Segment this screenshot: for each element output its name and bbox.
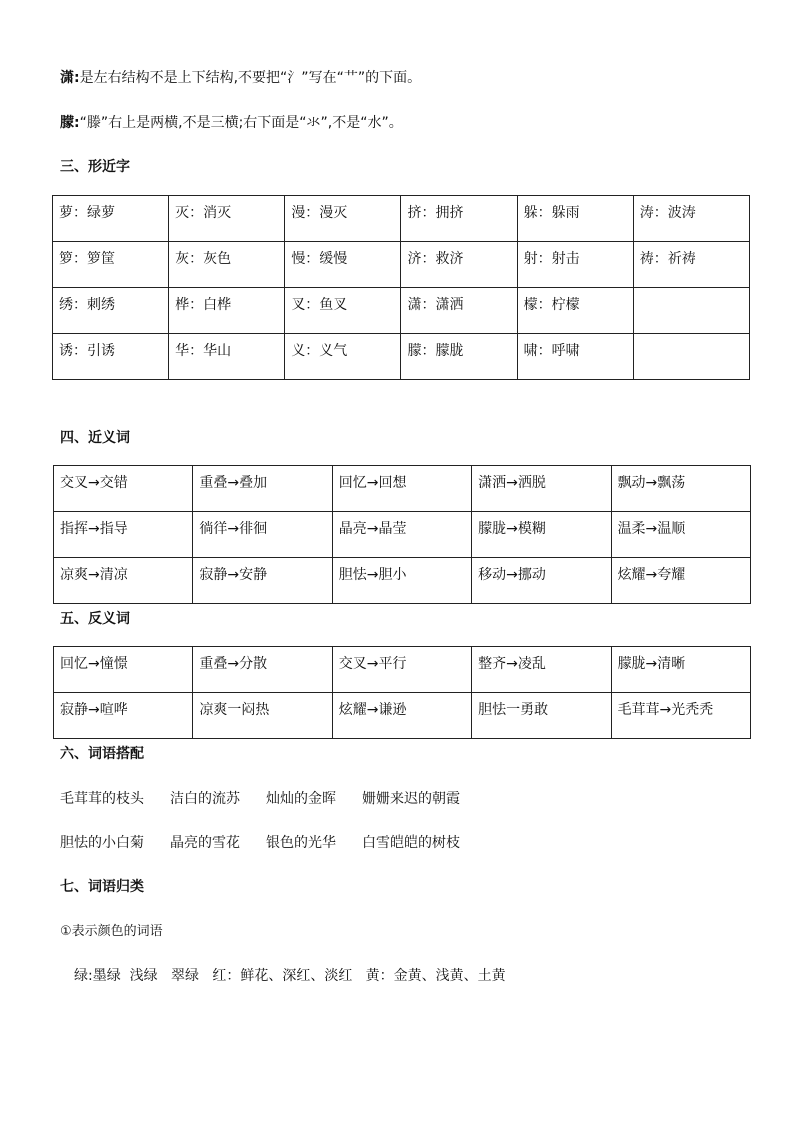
table-cell: 灭：消灭 [169,196,285,242]
collocation-item: 洁白的流苏 [170,791,240,807]
collocation-item: 银色的光华 [266,835,336,851]
table-cell: 潇：潇洒 [401,288,517,334]
table-cell: 潇洒→洒脱 [472,466,611,512]
table-cell: 桦：白桦 [169,288,285,334]
table-cell [633,288,749,334]
table-cell: 重叠→叠加 [193,466,332,512]
table-cell: 温柔→温顺 [611,512,750,558]
note-char: 朦: [60,115,80,131]
section-heading-synonyms: 四、近义词 [60,430,130,446]
table-cell: 毛茸茸→光秃秃 [611,693,750,739]
collocation-line-2 [60,833,486,853]
table-cell: 义：义气 [285,334,401,380]
subheading-color-words: ①表示颜色的词语 [60,924,163,939]
table-row [54,466,751,512]
section-heading-antonyms: 五、反义词 [60,611,130,627]
note-text: “滕”右上是两横,不是三横;右下面是“氺”,不是“水”。 [79,115,403,131]
table-cell [633,334,749,380]
table-cell: 朦：朦胧 [401,334,517,380]
table-cell: 朦胧→模糊 [472,512,611,558]
collocation-item: 胆怯的小白菊 [60,835,144,851]
table-row [53,334,750,380]
similar-chars-table [52,195,750,380]
table-cell: 灰：灰色 [169,242,285,288]
collocation-item: 姗姗来迟的朝霞 [362,791,460,807]
table-cell: 萝：绿萝 [53,196,169,242]
table-cell: 重叠→分散 [193,647,332,693]
table-cell: 寂静→喧哗 [54,693,193,739]
collocation-item: 灿灿的金晖 [266,791,336,807]
table-cell: 寂静→安静 [193,558,332,604]
table-cell: 漫：漫灭 [285,196,401,242]
table-cell: 炫耀→谦逊 [332,693,471,739]
synonyms-table [53,465,751,604]
antonyms-table [53,646,751,739]
table-cell: 祷：祈祷 [633,242,749,288]
table-cell: 箩：箩筐 [53,242,169,288]
table-cell: 回忆→回想 [332,466,471,512]
table-row [54,558,751,604]
table-cell: 回忆→憧憬 [54,647,193,693]
table-cell: 交叉→平行 [332,647,471,693]
note-line-2 [60,113,403,133]
table-cell: 凉爽一闷热 [193,693,332,739]
note-text: 是左右结构不是上下结构,不要把“氵”写在“艹”的下面。 [79,70,422,86]
table-row [53,196,750,242]
table-cell: 诱：引诱 [53,334,169,380]
collocation-item: 白雪皑皑的树枝 [362,835,460,851]
table-cell: 涛：波涛 [633,196,749,242]
table-cell: 绣：刺绣 [53,288,169,334]
table-row [54,512,751,558]
table-row [53,242,750,288]
table-cell: 慢：缓慢 [285,242,401,288]
table-row [54,647,751,693]
table-cell: 挤：拥挤 [401,196,517,242]
table-cell: 啸：呼啸 [517,334,633,380]
table-cell: 檬：柠檬 [517,288,633,334]
table-row [53,288,750,334]
table-cell: 济：救济 [401,242,517,288]
table-cell: 躲：躲雨 [517,196,633,242]
table-cell: 晶亮→晶莹 [332,512,471,558]
collocation-item: 毛茸茸的枝头 [60,791,144,807]
table-cell: 叉：鱼叉 [285,288,401,334]
section-heading-categorize: 七、词语归类 [60,879,144,895]
table-cell: 华：华山 [169,334,285,380]
table-row [54,693,751,739]
table-cell: 指挥→指导 [54,512,193,558]
collocation-item: 晶亮的雪花 [170,835,240,851]
table-cell: 胆怯→胆小 [332,558,471,604]
note-char: 潇: [60,70,80,86]
table-cell: 射：射击 [517,242,633,288]
section-heading-collocations: 六、词语搭配 [60,746,144,762]
table-cell: 朦胧→清晰 [611,647,750,693]
color-words-line: 绿:墨绿 浅绿 翠绿 红：鲜花、深红、淡红 黄：金黄、浅黄、土黄 [74,968,506,984]
section-heading-similar-chars: 三、形近字 [60,159,130,175]
collocation-line-1 [60,789,486,809]
table-cell: 凉爽→清凉 [54,558,193,604]
table-cell: 移动→挪动 [472,558,611,604]
table-cell: 整齐→凌乱 [472,647,611,693]
table-cell: 徜徉→徘徊 [193,512,332,558]
table-cell: 胆怯一勇敢 [472,693,611,739]
table-cell: 交叉→交错 [54,466,193,512]
note-line-1 [60,68,421,88]
table-cell: 炫耀→夸耀 [611,558,750,604]
table-cell: 飘动→飘荡 [611,466,750,512]
